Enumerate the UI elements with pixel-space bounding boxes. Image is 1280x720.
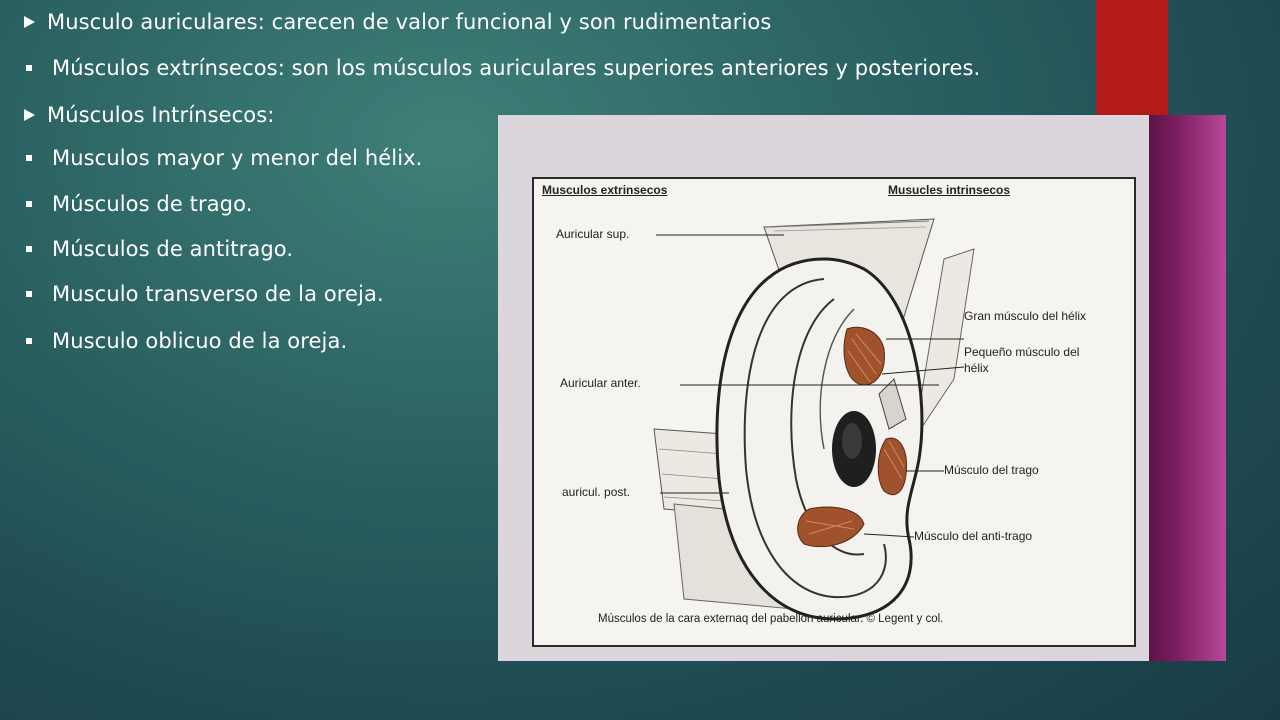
red-accent-band [1096, 0, 1168, 117]
bullet-item [12, 103, 274, 127]
square-bullet-icon [26, 155, 32, 161]
bullet-text: Musculo oblicuo de la oreja. [52, 329, 348, 353]
bullet-text: Músculos de trago. [52, 192, 253, 216]
label-musculo-antitrago: Músculo del anti-trago [914, 529, 1033, 543]
ear-muscle-figure [498, 115, 1149, 661]
figure-frame [532, 177, 1136, 647]
ear-illustration [534, 179, 1134, 645]
label-auricul-post: auricul. post. [562, 485, 631, 499]
label-musculo-trago: Músculo del trago [944, 463, 1039, 477]
bullet-text: Musculos mayor y menor del hélix. [52, 146, 423, 170]
label-auricular-sup: Auricular sup. [556, 227, 630, 241]
bullet-text: Músculos de antitrago. [52, 237, 294, 261]
bullet-item [12, 146, 422, 170]
bullet-text: Músculos extrínsecos: son los músculos auriculares superiores anteriores y posteriores. [52, 56, 981, 80]
heading-extrinsic: Musculos extrinsecos [542, 183, 668, 197]
bullet-item [12, 282, 384, 306]
square-bullet-icon [26, 338, 32, 344]
label-auricular-anter: Auricular anter. [560, 376, 641, 390]
figure-caption: Músculos de la cara externaq del pabellón auricular. © Legent y col. [598, 613, 944, 625]
heading-intrinsic: Musucles intrinsecos [888, 183, 1011, 197]
bullet-item [12, 56, 980, 80]
bullet-item [12, 237, 293, 261]
bullet-text: Musculo transverso de la oreja. [52, 282, 384, 306]
label-pequeno-musculo-helix: hélix [964, 361, 989, 375]
label-gran-musculo-helix: Gran músculo del hélix [964, 309, 1087, 323]
plum-accent-band [1147, 115, 1226, 661]
square-bullet-icon [26, 65, 32, 71]
square-bullet-icon [26, 291, 32, 297]
bullet-text: Musculo auriculares: carecen de valor funcional y son rudimentarios [47, 10, 772, 34]
bullet-text: Músculos Intrínsecos: [47, 103, 275, 127]
bullet-item [12, 192, 252, 216]
square-bullet-icon [26, 201, 32, 207]
arrow-bullet-icon [24, 16, 35, 28]
bullet-item [12, 10, 771, 34]
square-bullet-icon [26, 246, 32, 252]
label-pequeno-musculo: Pequeño músculo del [964, 345, 1080, 359]
arrow-bullet-icon [24, 109, 35, 121]
bullet-item [12, 329, 347, 353]
